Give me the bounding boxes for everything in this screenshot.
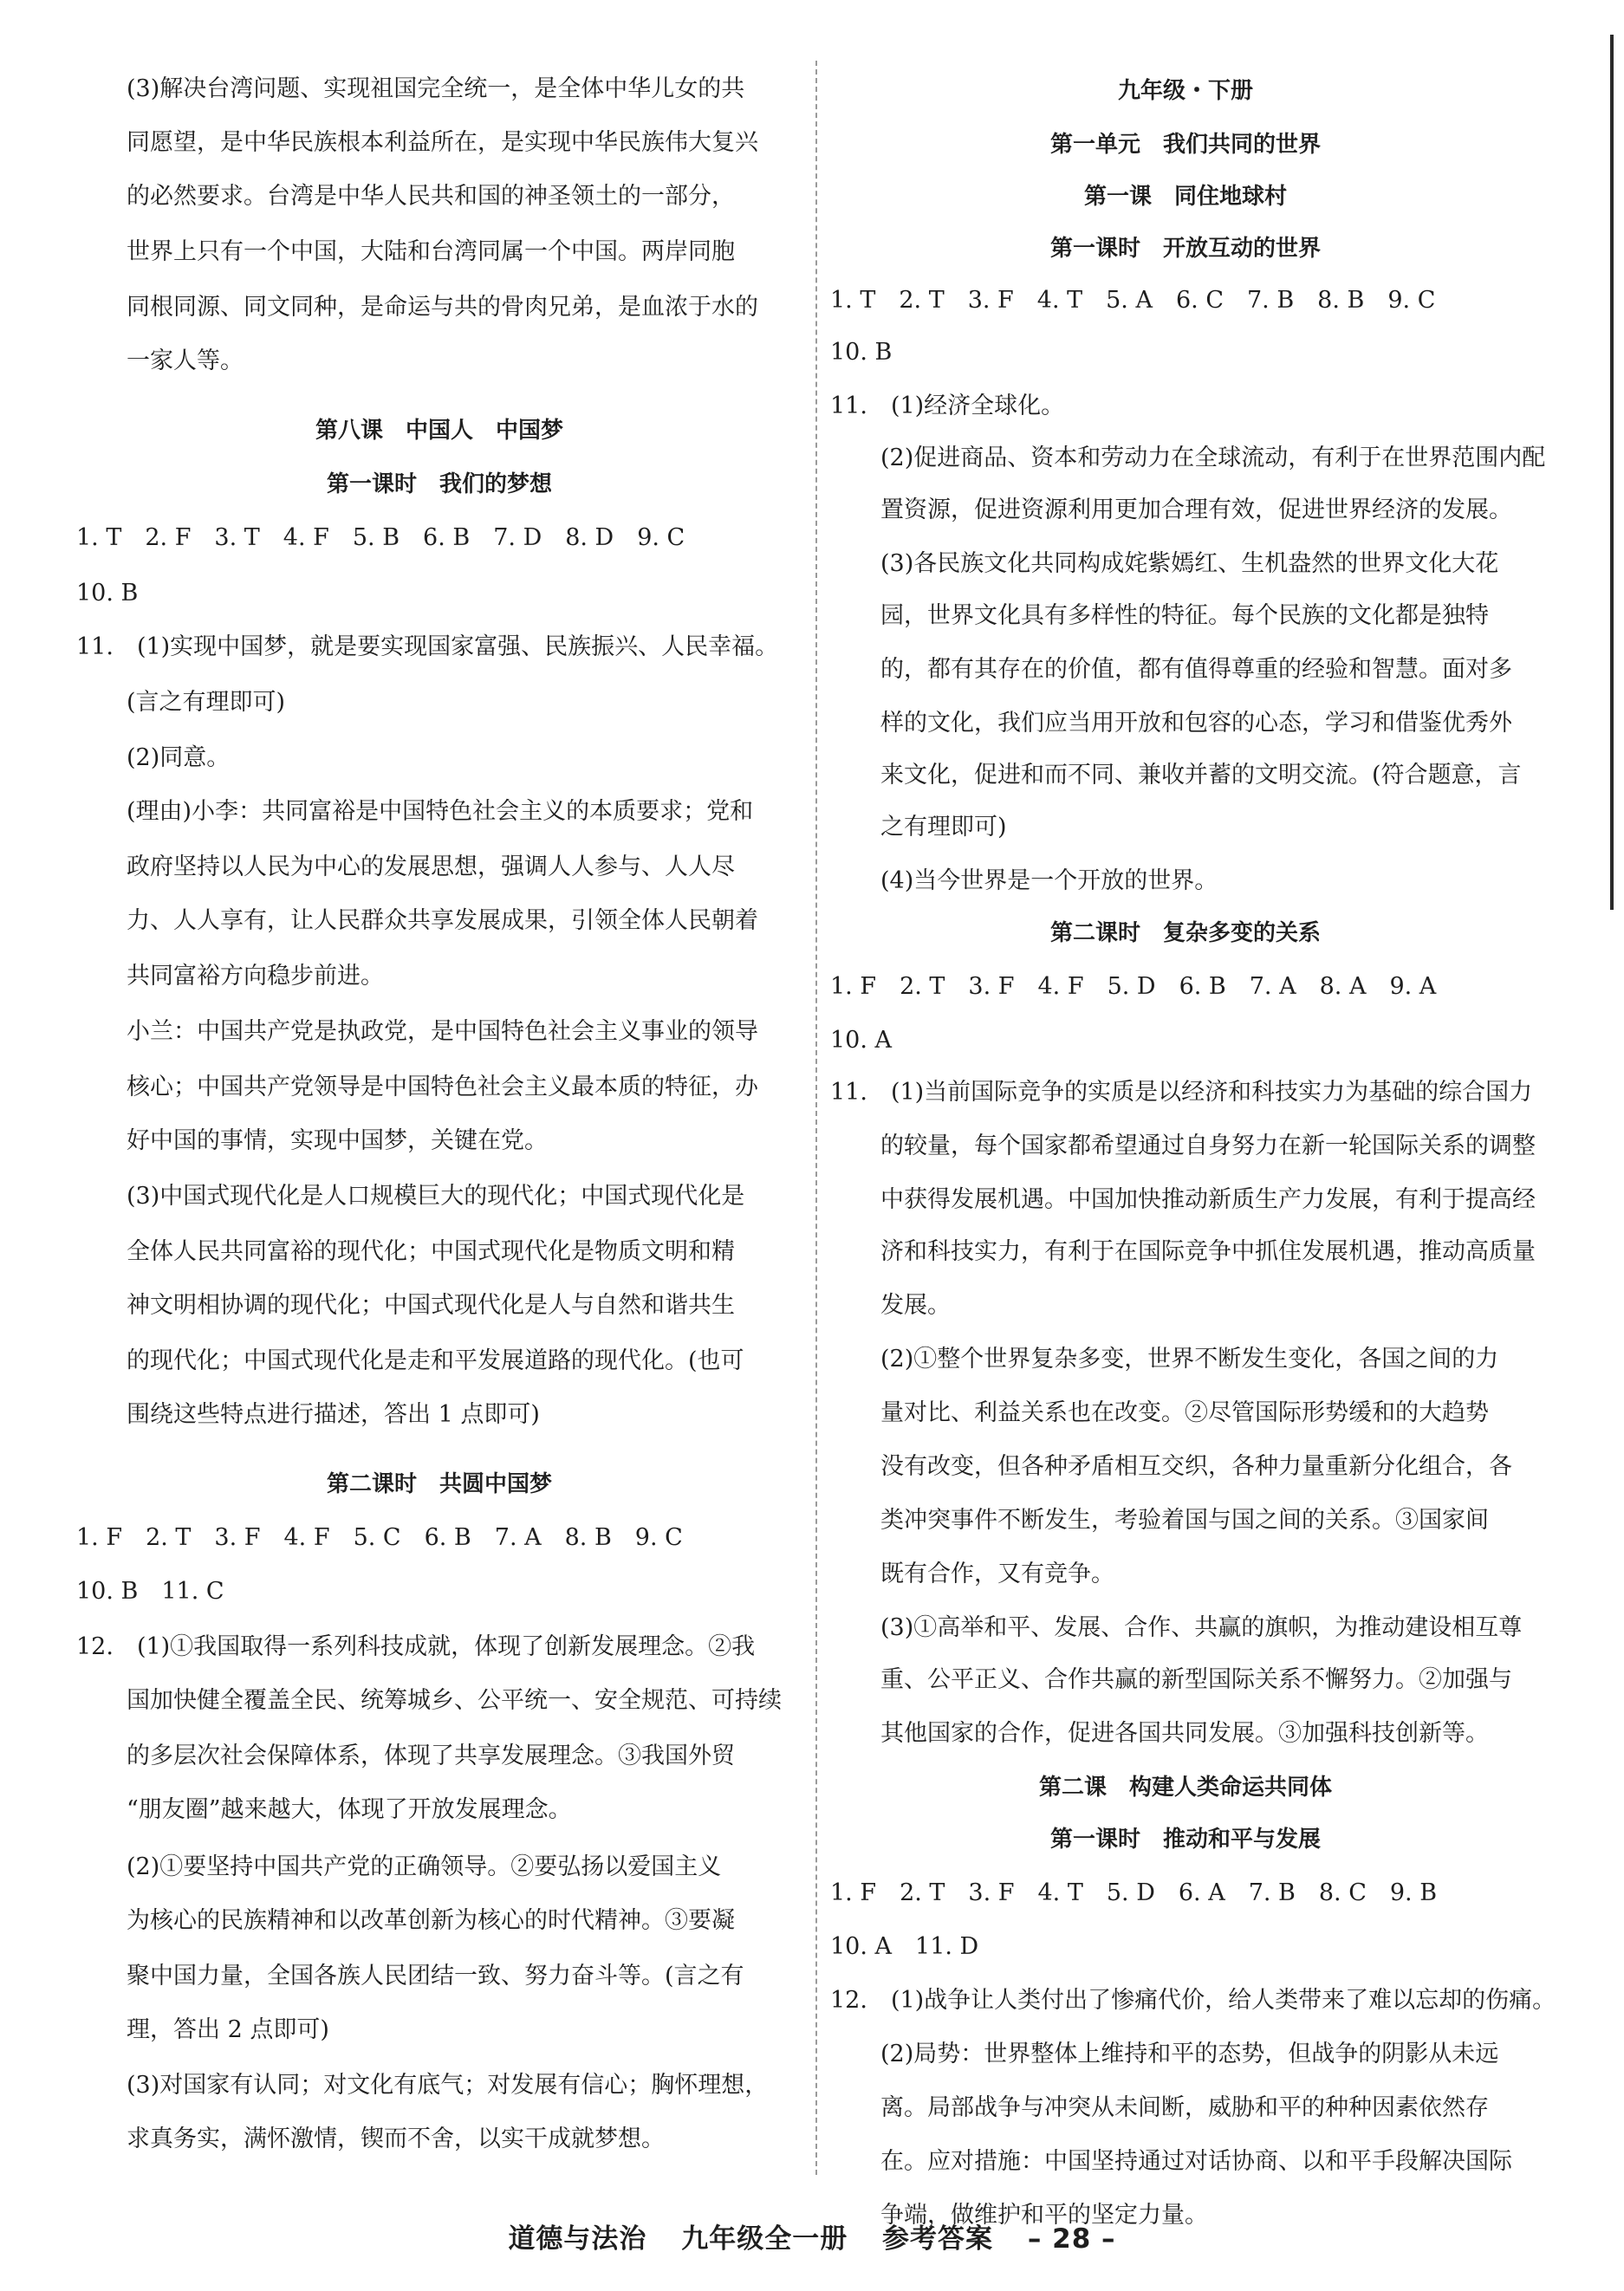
answer-line: (3)①高举和平、发展、合作、共赢的旗帜，为推动建设相互尊	[880, 1614, 1523, 1641]
choice-answers: 1. T 2. T 3. F 4. T 5. A 6. C 7. B 8. B 9. C	[830, 287, 1436, 314]
answer-line: 来文化，促进和而不同、兼收并蓄的文明交流。(符合题意，言	[880, 762, 1522, 789]
answer-line: 离。局部战争与冲突从未间断，威胁和平的种种因素依然存	[880, 2094, 1489, 2121]
choice-answers: 1. F 2. T 3. F 4. F 5. C 6. B 7. A 8. B 9. C	[76, 1524, 683, 1551]
choice-answers: 10. B	[76, 580, 139, 607]
answer-line: (2)①整个世界复杂多变，世界不断发生变化，各国之间的力	[880, 1346, 1499, 1373]
answer-line: 12. (1)战争让人类付出了惨痛代价，给人类带来了难以忘却的伤痛。	[830, 1987, 1556, 2014]
answer-line: 没有改变，但各种矛盾相互交织，各种力量重新分化组合，各	[880, 1453, 1512, 1480]
choice-answers: 10. A	[830, 1027, 893, 1054]
answer-line: 在。应对措施：中国坚持通过对话协商、以和平手段解决国际	[880, 2148, 1512, 2175]
answer-line: 的较量，每个国家都希望通过自身努力在新一轮国际关系的调整	[880, 1133, 1536, 1159]
lesson-heading: 第八课 中国人 中国梦	[315, 418, 563, 444]
answer-line: (2)①要坚持中国共产党的正确领导。②要弘扬以爱国主义	[127, 1853, 722, 1880]
answer-line: 11. (1)当前国际竞争的实质是以经济和科技实力为基础的综合国力	[830, 1079, 1533, 1106]
answer-line: 中获得发展机遇。中国加快推动新质生产力发展，有利于提高经	[880, 1186, 1536, 1213]
answer-line: 重、公平正义、合作共赢的新型国际关系不懈努力。②加强与	[880, 1666, 1512, 1693]
answer-line: (3)各民族文化共同构成姹紫嫣红、生机盎然的世界文化大花	[880, 550, 1499, 577]
lesson-heading: 第一课 同住地球村	[1083, 184, 1287, 210]
answer-line: 量对比、利益关系也在改变。②尽管国际形势缓和的大趋势	[880, 1399, 1489, 1426]
period-heading: 第一课时 开放互动的世界	[1049, 236, 1321, 262]
answer-line: 争端，做维护和平的坚定力量。	[880, 2202, 1208, 2229]
answer-line: “朋友圈”越来越大，体现了开放发展理念。	[127, 1796, 572, 1823]
answer-line: (3)中国式现代化是人口规模巨大的现代化；中国式现代化是	[127, 1183, 745, 1210]
volume-heading: 九年级・下册	[1117, 78, 1253, 104]
answer-line: (4)当今世界是一个开放的世界。	[880, 867, 1218, 894]
footer-grade: 九年级全一册	[681, 2223, 848, 2255]
page-edge-line	[1610, 35, 1614, 910]
answer-line: 11. (1)实现中国梦，就是要实现国家富强、民族振兴、人民幸福。	[76, 633, 779, 660]
choice-answers: 1. T 2. F 3. T 4. F 5. B 6. B 7. D 8. D 9. C	[76, 524, 685, 551]
answer-line: (2)同意。	[127, 744, 231, 771]
lesson-heading: 第二课 构建人类命运共同体	[1038, 1775, 1332, 1801]
answer-line: 同根同源、同文同种，是命运与共的骨肉兄弟，是血浓于水的	[127, 294, 758, 321]
answer-line: 12. (1)①我国取得一系列科技成就，体现了创新发展理念。②我	[76, 1633, 756, 1660]
answer-line: 一家人等。	[127, 347, 244, 374]
answer-line: 共同富裕方向稳步前进。	[127, 963, 384, 990]
answer-line: 置资源，促进资源利用更加合理有效，促进世界经济的发展。	[880, 496, 1512, 523]
answer-line: 同愿望，是中华民族根本利益所在，是实现中华民族伟大复兴	[127, 129, 758, 156]
footer-label: 参考答案	[882, 2223, 994, 2255]
answer-line: 园，世界文化具有多样性的特征。每个民族的文化都是独特	[880, 602, 1489, 629]
footer-subject: 道德与法治	[508, 2223, 647, 2255]
unit-heading: 第一单元 我们共同的世界	[1049, 132, 1321, 158]
answer-line: 求真务实，满怀激情，锲而不舍，以实干成就梦想。	[127, 2126, 665, 2152]
answer-line: (3)对国家有认同；对文化有底气；对发展有信心；胸怀理想，	[127, 2072, 769, 2099]
answer-line: 力、人人享有，让人民群众共享发展成果，引领全体人民朝着	[127, 907, 758, 934]
answer-line: (2)促进商品、资本和劳动力在全球流动，有利于在世界范围内配	[880, 445, 1546, 471]
answer-line: 的必然要求。台湾是中华人民共和国的神圣领土的一部分，	[127, 183, 735, 210]
answer-line: 济和科技实力，有利于在国际竞争中抓住发展机遇，推动高质量	[880, 1238, 1536, 1265]
answer-line: 的，都有其存在的价值，都有值得尊重的经验和智慧。面对多	[880, 656, 1512, 683]
answer-line: 之有理即可)	[880, 814, 1007, 840]
period-heading: 第一课时 推动和平与发展	[1049, 1827, 1321, 1853]
answer-line: 好中国的事情，实现中国梦，关键在党。	[127, 1127, 548, 1154]
choice-answers: 1. F 2. T 3. F 4. F 5. D 6. B 7. A 8. A 9. A	[830, 973, 1437, 1000]
answer-line: 类冲突事件不断发生，考验着国与国之间的关系。③国家间	[880, 1507, 1489, 1534]
answer-line: 国加快健全覆盖全民、统筹城乡、公平统一、安全规范、可持续	[127, 1687, 782, 1714]
answer-line: (2)局势：世界整体上维持和平的态势，但战争的阴影从未远	[880, 2041, 1499, 2067]
choice-answers: 10. B	[830, 339, 893, 366]
answer-line: (言之有理即可)	[127, 689, 286, 716]
answer-line: 全体人民共同富裕的现代化；中国式现代化是物质文明和精	[127, 1238, 735, 1265]
choice-answers: 10. A 11. D	[830, 1933, 979, 1960]
page-number: – 28 –	[1027, 2223, 1116, 2255]
answer-line: (3)解决台湾问题、实现祖国完全统一，是全体中华儿女的共	[127, 75, 745, 102]
answer-line: 聚中国力量，全国各族人民团结一致、努力奋斗等。(言之有	[127, 1963, 744, 1989]
answer-line: 既有合作，又有竞争。	[880, 1561, 1114, 1587]
period-heading: 第二课时 复杂多变的关系	[1049, 920, 1321, 946]
answer-line: 神文明相协调的现代化；中国式现代化是人与自然和谐共生	[127, 1292, 735, 1319]
answer-line: 理，答出 2 点即可)	[127, 2016, 329, 2043]
period-heading: 第一课时 我们的梦想	[326, 471, 552, 497]
answer-line: 的多层次社会保障体系，体现了共享发展理念。③我国外贸	[127, 1743, 735, 1769]
answer-line: 政府坚持以人民为中心的发展思想，强调人人参与、人人尽	[127, 853, 735, 880]
choice-answers: 1. F 2. T 3. F 4. T 5. D 6. A 7. B 8. C 9. B	[830, 1879, 1438, 1906]
answer-line: 的现代化；中国式现代化是走和平发展道路的现代化。(也可	[127, 1347, 744, 1374]
column-divider	[815, 61, 817, 2175]
choice-answers: 10. B 11. C	[76, 1578, 224, 1605]
answer-line: 发展。	[880, 1292, 951, 1319]
page-footer	[0, 2216, 1624, 2255]
answer-line: 11. (1)经济全球化。	[830, 393, 1065, 419]
answer-line: (理由)小李：共同富裕是中国特色社会主义的本质要求；党和	[127, 798, 754, 825]
period-heading: 第二课时 共圆中国梦	[326, 1471, 552, 1497]
answer-line: 世界上只有一个中国，大陆和台湾同属一个中国。两岸同胞	[127, 238, 735, 265]
answer-line: 其他国家的合作，促进各国共同发展。③加强科技创新等。	[880, 1720, 1489, 1747]
answer-line: 核心；中国共产党领导是中国特色社会主义最本质的特征，办	[127, 1074, 758, 1100]
answer-line: 为核心的民族精神和以改革创新为核心的时代精神。③要凝	[127, 1907, 735, 1934]
answer-line: 围绕这些特点进行描述，答出 1 点即可)	[127, 1401, 540, 1428]
answer-line: 样的文化，我们应当用开放和包容的心态，学习和借鉴优秀外	[880, 710, 1512, 737]
answer-line: 小兰：中国共产党是执政党，是中国特色社会主义事业的领导	[127, 1018, 758, 1045]
